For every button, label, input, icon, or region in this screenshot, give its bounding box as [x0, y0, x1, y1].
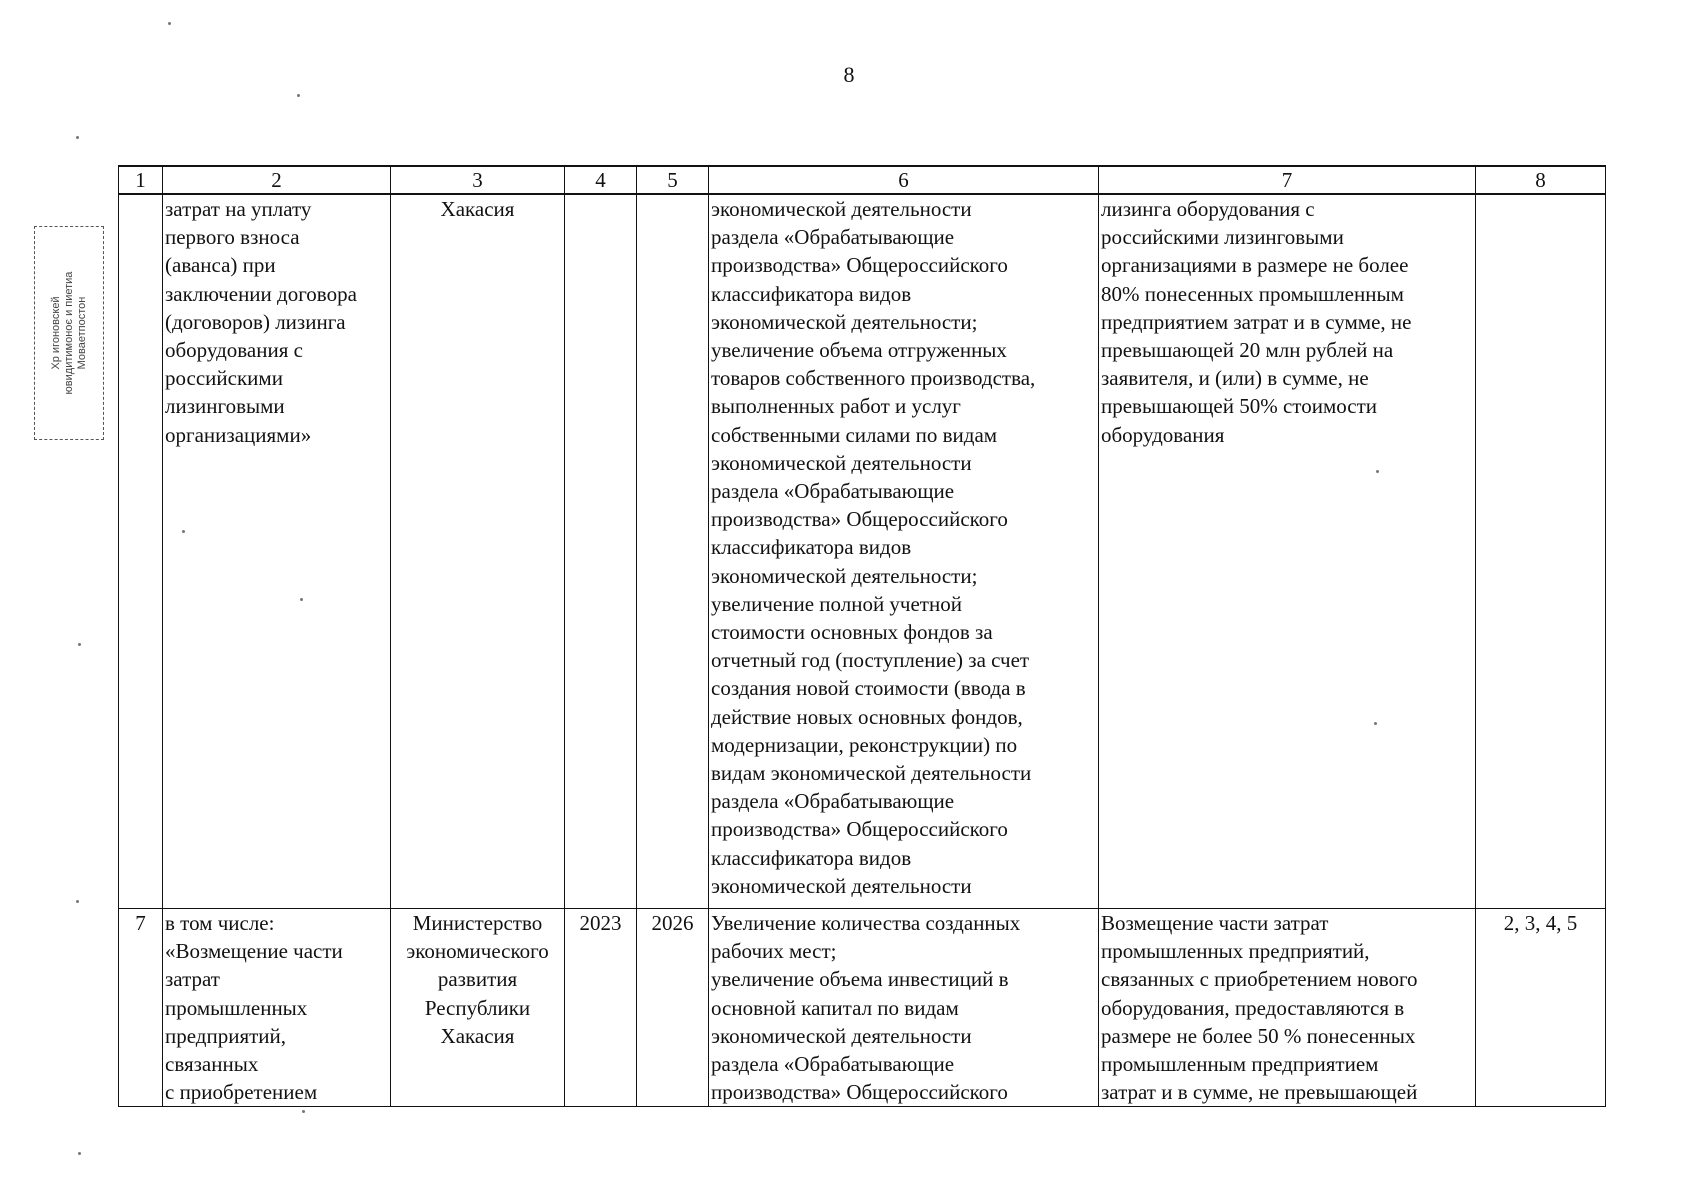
- cell-start-year: 2023: [565, 909, 637, 1107]
- program-table: [118, 165, 1606, 1107]
- cell-line: лизинга оборудования с: [1101, 197, 1315, 221]
- cell-line: увеличение полной учетной: [711, 591, 962, 616]
- cell-line: превышающей 50% стоимости: [1101, 394, 1377, 419]
- scan-speck: [78, 1152, 81, 1155]
- side-stamp: [34, 226, 104, 440]
- cell-line: классификатора видов: [711, 845, 912, 870]
- cell-line: Возмещение части затрат: [1101, 911, 1329, 935]
- cell-line: размере не более 50 % понесенных: [1101, 1023, 1416, 1048]
- cell-line: организациями в размере не более: [1101, 253, 1409, 278]
- scan-speck: [302, 1110, 305, 1113]
- cell-line: экономической деятельности: [711, 1023, 972, 1048]
- cell-line: (договоров) лизинга: [165, 309, 346, 334]
- cell-line: промышленным предприятием: [1101, 1052, 1379, 1077]
- cell-line: производства» Общероссийского: [711, 253, 1008, 278]
- cell-line: 80% понесенных промышленным: [1101, 281, 1404, 306]
- cell-line: раздела «Обрабатывающие: [711, 225, 955, 250]
- cell-line: оборудования, предоставляются в: [1101, 995, 1405, 1020]
- cell-line: Хакасия: [440, 197, 515, 221]
- cell-line: «Возмещение части: [165, 939, 343, 964]
- cell-line: собственными силами по видам: [711, 422, 998, 447]
- cell-line: отчетный год (поступление) за счет: [711, 648, 1030, 673]
- cell-line: классификатора видов: [711, 281, 912, 306]
- scan-speck: [297, 94, 300, 97]
- cell-line: предприятием затрат и в сумме, не: [1101, 309, 1412, 334]
- cell-line: экономической деятельности: [711, 873, 972, 898]
- cell-line: товаров собственного производства,: [711, 366, 1036, 391]
- cell-line: промышленных предприятий,: [1101, 939, 1370, 964]
- cell-line: оборудования с: [165, 338, 303, 363]
- cell-line: заявителя, и (или) в сумме, не: [1101, 366, 1369, 391]
- cell-line: затрат: [165, 967, 220, 992]
- cell-line: Увеличение количества созданных: [711, 911, 1021, 935]
- cell-line: организациями»: [165, 422, 312, 447]
- cell-line: связанных: [165, 1052, 259, 1077]
- table-header-row: [119, 166, 1606, 194]
- cell-line: основной капитал по видам: [711, 995, 959, 1020]
- cell-measure-name: [163, 194, 391, 909]
- cell-link: [1476, 194, 1606, 909]
- header-cell: 5: [637, 166, 709, 194]
- cell-line: затрат и в сумме, не превышающей: [1101, 1080, 1418, 1105]
- scan-speck: [76, 900, 79, 903]
- cell-description: [1099, 194, 1476, 909]
- cell-end-year: [637, 194, 709, 909]
- cell-line: экономической деятельности;: [711, 563, 978, 588]
- cell-line: видам экономической деятельности: [711, 761, 1032, 786]
- cell-line: Министерство: [412, 911, 543, 935]
- stamp-line: ювидитимоноє и пиетиа: [62, 271, 75, 395]
- cell-line: Республики: [424, 995, 531, 1020]
- cell-line: лизинговыми: [165, 394, 285, 419]
- cell-line: производства» Общероссийского: [711, 817, 1008, 842]
- cell-line: предприятий,: [165, 1023, 287, 1048]
- cell-line: заключении договора: [165, 281, 357, 306]
- cell-number: [119, 194, 163, 909]
- cell-line: модернизации, реконструкции) по: [711, 732, 1018, 757]
- scan-speck: [78, 643, 81, 646]
- cell-line: создания новой стоимости (ввода в: [711, 676, 1026, 701]
- cell-measure-name: [163, 909, 391, 1107]
- cell-line: раздела «Обрабатывающие: [711, 789, 955, 814]
- cell-line: с приобретением: [165, 1080, 318, 1105]
- cell-line: (аванса) при: [165, 253, 276, 278]
- cell-line: промышленных: [165, 995, 308, 1020]
- cell-line: действие новых основных фондов,: [711, 704, 1023, 729]
- cell-line: увеличение объема отгруженных: [711, 338, 1007, 363]
- cell-line: стоимости основных фондов за: [711, 620, 993, 645]
- cell-result: [709, 194, 1099, 909]
- cell-end-year: 2026: [637, 909, 709, 1107]
- scan-speck: [168, 22, 171, 25]
- cell-line: российскими: [165, 366, 283, 391]
- header-cell: 2: [163, 166, 391, 194]
- scan-speck: [76, 136, 79, 139]
- header-cell: 4: [565, 166, 637, 194]
- cell-result: [709, 909, 1099, 1107]
- cell-line: экономической деятельности: [711, 197, 972, 221]
- cell-line: увеличение объема инвестиций в: [711, 967, 1009, 992]
- page-number: 8: [843, 62, 855, 87]
- stamp-line: Моваетпостон: [75, 296, 88, 370]
- cell-line: раздела «Обрабатывающие: [711, 479, 955, 504]
- cell-line: экономического: [406, 939, 549, 964]
- table-row: [119, 909, 1606, 1107]
- cell-link: 2, 3, 4, 5: [1476, 909, 1606, 1107]
- stamp-text: [39, 233, 99, 433]
- header-cell: 7: [1099, 166, 1476, 194]
- header-cell: 3: [391, 166, 565, 194]
- header-cell: 1: [119, 166, 163, 194]
- cell-line: производства» Общероссийского: [711, 507, 1008, 532]
- cell-line: раздела «Обрабатывающие: [711, 1052, 955, 1077]
- cell-executor: [391, 909, 565, 1107]
- table-row: [119, 194, 1606, 909]
- cell-line: превышающей 20 млн рублей на: [1101, 338, 1394, 363]
- cell-line: первого взноса: [165, 225, 300, 250]
- cell-line: развития: [437, 967, 518, 992]
- cell-line: Хакасия: [440, 1023, 515, 1048]
- cell-line: российскими лизинговыми: [1101, 225, 1344, 250]
- cell-number: 7: [119, 909, 163, 1107]
- cell-executor: [391, 194, 565, 909]
- cell-line: классификатора видов: [711, 535, 912, 560]
- cell-line: оборудования: [1101, 422, 1225, 447]
- stamp-line: Хр игоновскей: [49, 296, 62, 370]
- cell-line: экономической деятельности;: [711, 309, 978, 334]
- cell-description: [1099, 909, 1476, 1107]
- cell-line: выполненных работ и услуг: [711, 394, 961, 419]
- cell-line: связанных с приобретением нового: [1101, 967, 1418, 992]
- header-cell: 8: [1476, 166, 1606, 194]
- cell-line: в том числе:: [165, 911, 275, 935]
- header-cell: 6: [709, 166, 1099, 194]
- cell-line: производства» Общероссийского: [711, 1080, 1008, 1105]
- cell-line: затрат на уплату: [165, 197, 312, 221]
- cell-start-year: [565, 194, 637, 909]
- cell-line: рабочих мест;: [711, 939, 837, 964]
- cell-line: экономической деятельности: [711, 450, 972, 475]
